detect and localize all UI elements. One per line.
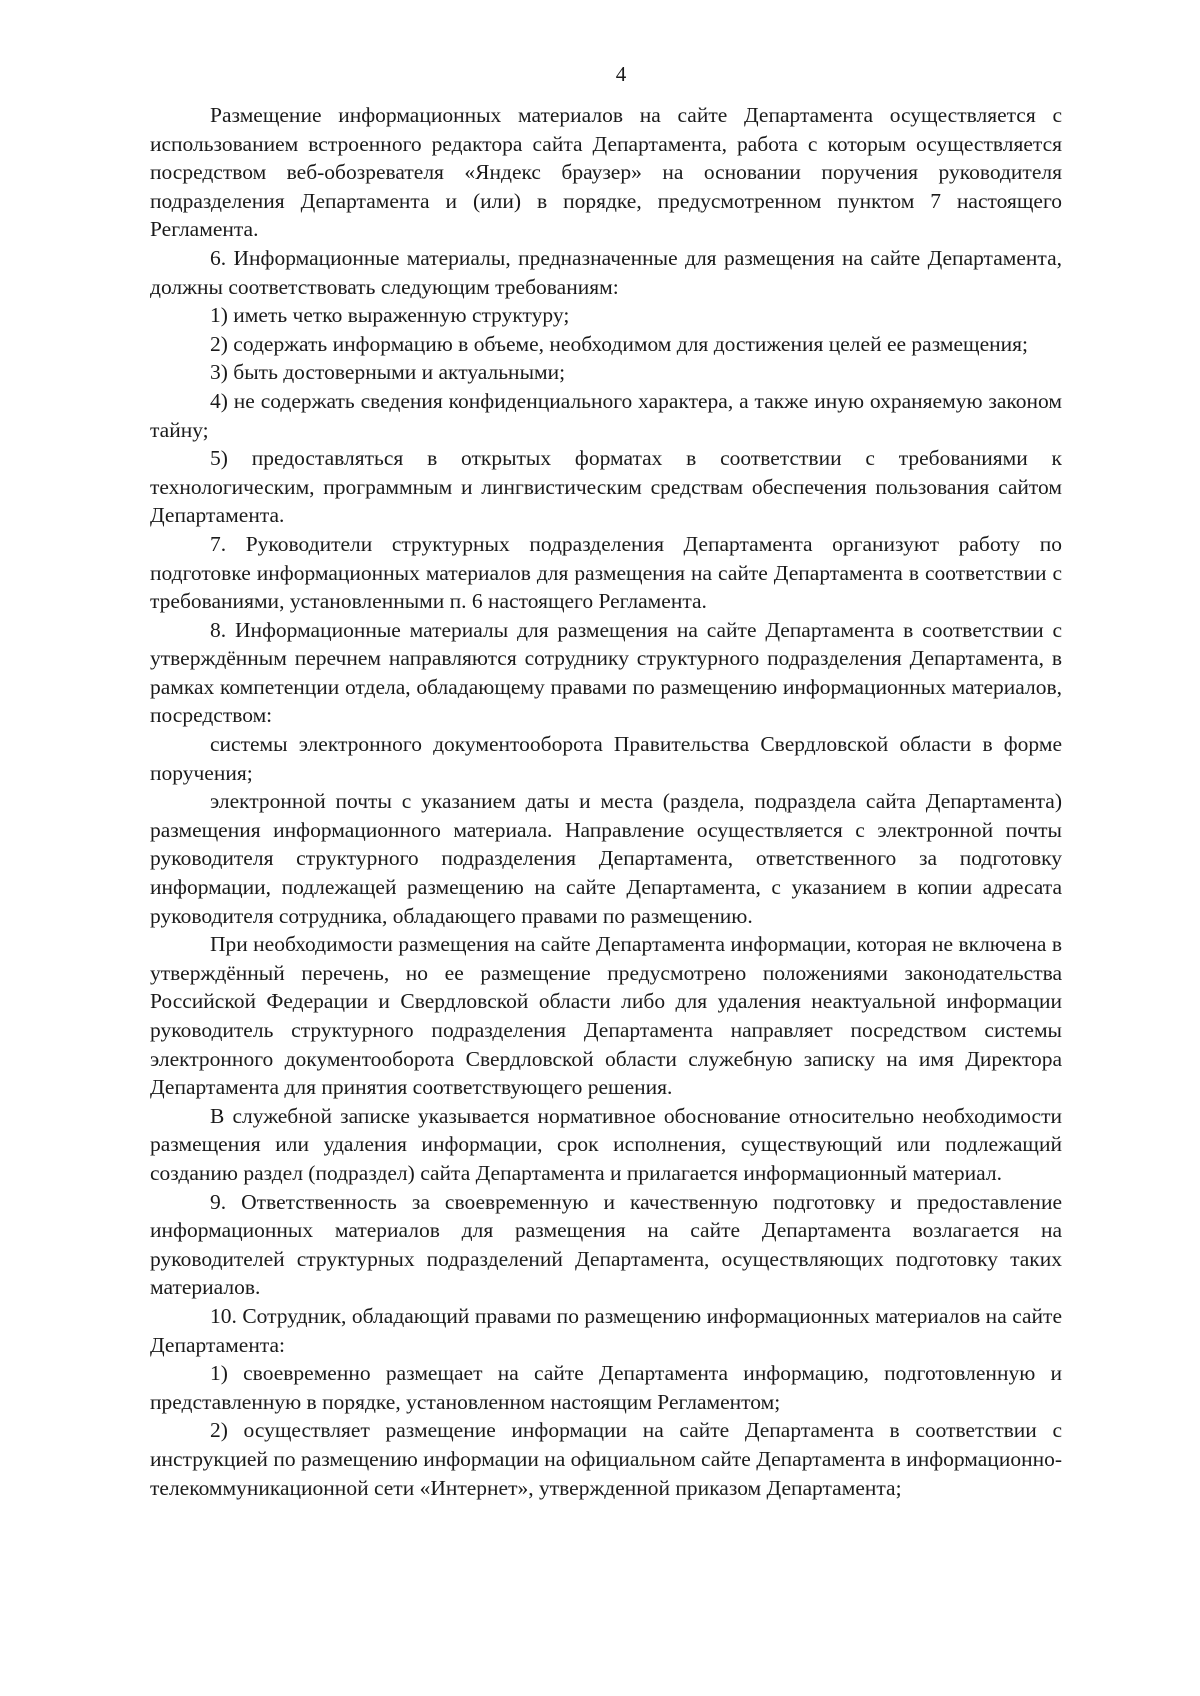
paragraph-item-8-email: электронной почты с указанием даты и места (раздела, подраздела сайта Департамента) размещения информационного материала. Направление осуществляется с электронной почты руководителя структурного подразделения Департамента, ответственного за подготовку информации, подлежащей размещению на сайте Департамента, с указанием в копии адресата руководителя сотрудника, обладающего правами по размещению. (150, 789, 1062, 928)
list-item-6-3: 3) быть достоверными и актуальными; (210, 360, 566, 385)
paragraph-item-9: 9. Ответственность за своевременную и качественную подготовку и предоставление информационных материалов для размещения на сайте Департамента возлагается на руководителей структурных подразделений Департамента, осуществляющих подготовку таких материалов. (150, 1189, 1062, 1300)
paragraph-item-8: 8. Информационные материалы для размещения на сайте Департамента в соответствии с утверждённым перечнем направляются сотруднику структурного подразделения Департамента, в рамках компетенции отдела, обладающему правами по размещению информационных материалов, посредством: (150, 617, 1062, 728)
paragraph-item-10: 10. Сотрудник, обладающий правами по размещению информационных материалов на сайте Департамента: (150, 1303, 1062, 1357)
paragraph-item-6: 6. Информационные материалы, предназначенные для размещения на сайте Департамента, должны соответствовать следующим требованиям: (150, 245, 1062, 299)
list-item-6-1: 1) иметь четко выраженную структуру; (210, 303, 570, 328)
list-item-6-4: 4) не содержать сведения конфиденциального характера, а также иную охраняемую законом тайну; (150, 388, 1062, 442)
paragraph-item-8-exception: При необходимости размещения на сайте Департамента информации, которая не включена в утверждённый перечень, но ее размещение предусмотрено положениями законодательства Российской Федерации и Свердловской области либо для удаления неактуальной информации руководитель структурного подразделения Департамента направляет посредством системы электронного документооборота Свердловской области служебную записку на имя Директора Департамента для принятия соответствующего решения. (150, 932, 1062, 1100)
paragraph-item-8-memo: В служебной записке указывается нормативное обоснование относительно необходимости размещения или удаления информации, срок исполнения, существующий или подлежащий созданию раздел (подраздел) сайта Департамента и прилагается информационный материал. (150, 1103, 1062, 1185)
page-number: 4 (615, 62, 627, 86)
list-item-6-2: 2) содержать информацию в объеме, необходимом для достижения целей ее размещения; (210, 331, 1029, 356)
paragraph-item-8-sed: системы электронного документооборота Правительства Свердловской области в форме поручения; (150, 732, 1062, 785)
list-item-6-5: 5) предоставляться в открытых форматах в соответствии с требованиями к технологическим, программным и лингвистическим средствам обеспечения пользования сайтом Департамента. (150, 446, 1062, 528)
document-page (150, 62, 1062, 1502)
paragraph-item-7: 7. Руководители структурных подразделения Департамента организуют работу по подготовке информационных материалов для размещения на сайте Департамента в соответствии с требованиями, установленными п. 6 настоящего Регламента. (150, 531, 1062, 614)
paragraph-intro: Размещение информационных материалов на сайте Департамента осуществляется с использованием встроенного редактора сайта Департамента, работа с которым осуществляется посредством веб-обозревателя «Яндекс браузер» на основании поручения руководителя подразделения Департамента и (или) в порядке, предусмотренном пунктом 7 настоящего Регламента. (150, 103, 1062, 242)
list-item-10-2: 2) осуществляет размещение информации на сайте Департамента в соответствии с инструкцией по размещению информации на официальном сайте Департамента в информационно-телекоммуникационной сети «Интернет», утвержденной приказом Департамента; (150, 1418, 1062, 1500)
list-item-10-1: 1) своевременно размещает на сайте Департамента информацию, подготовленную и представленную в порядке, установленном настоящим Регламентом; (150, 1361, 1062, 1414)
